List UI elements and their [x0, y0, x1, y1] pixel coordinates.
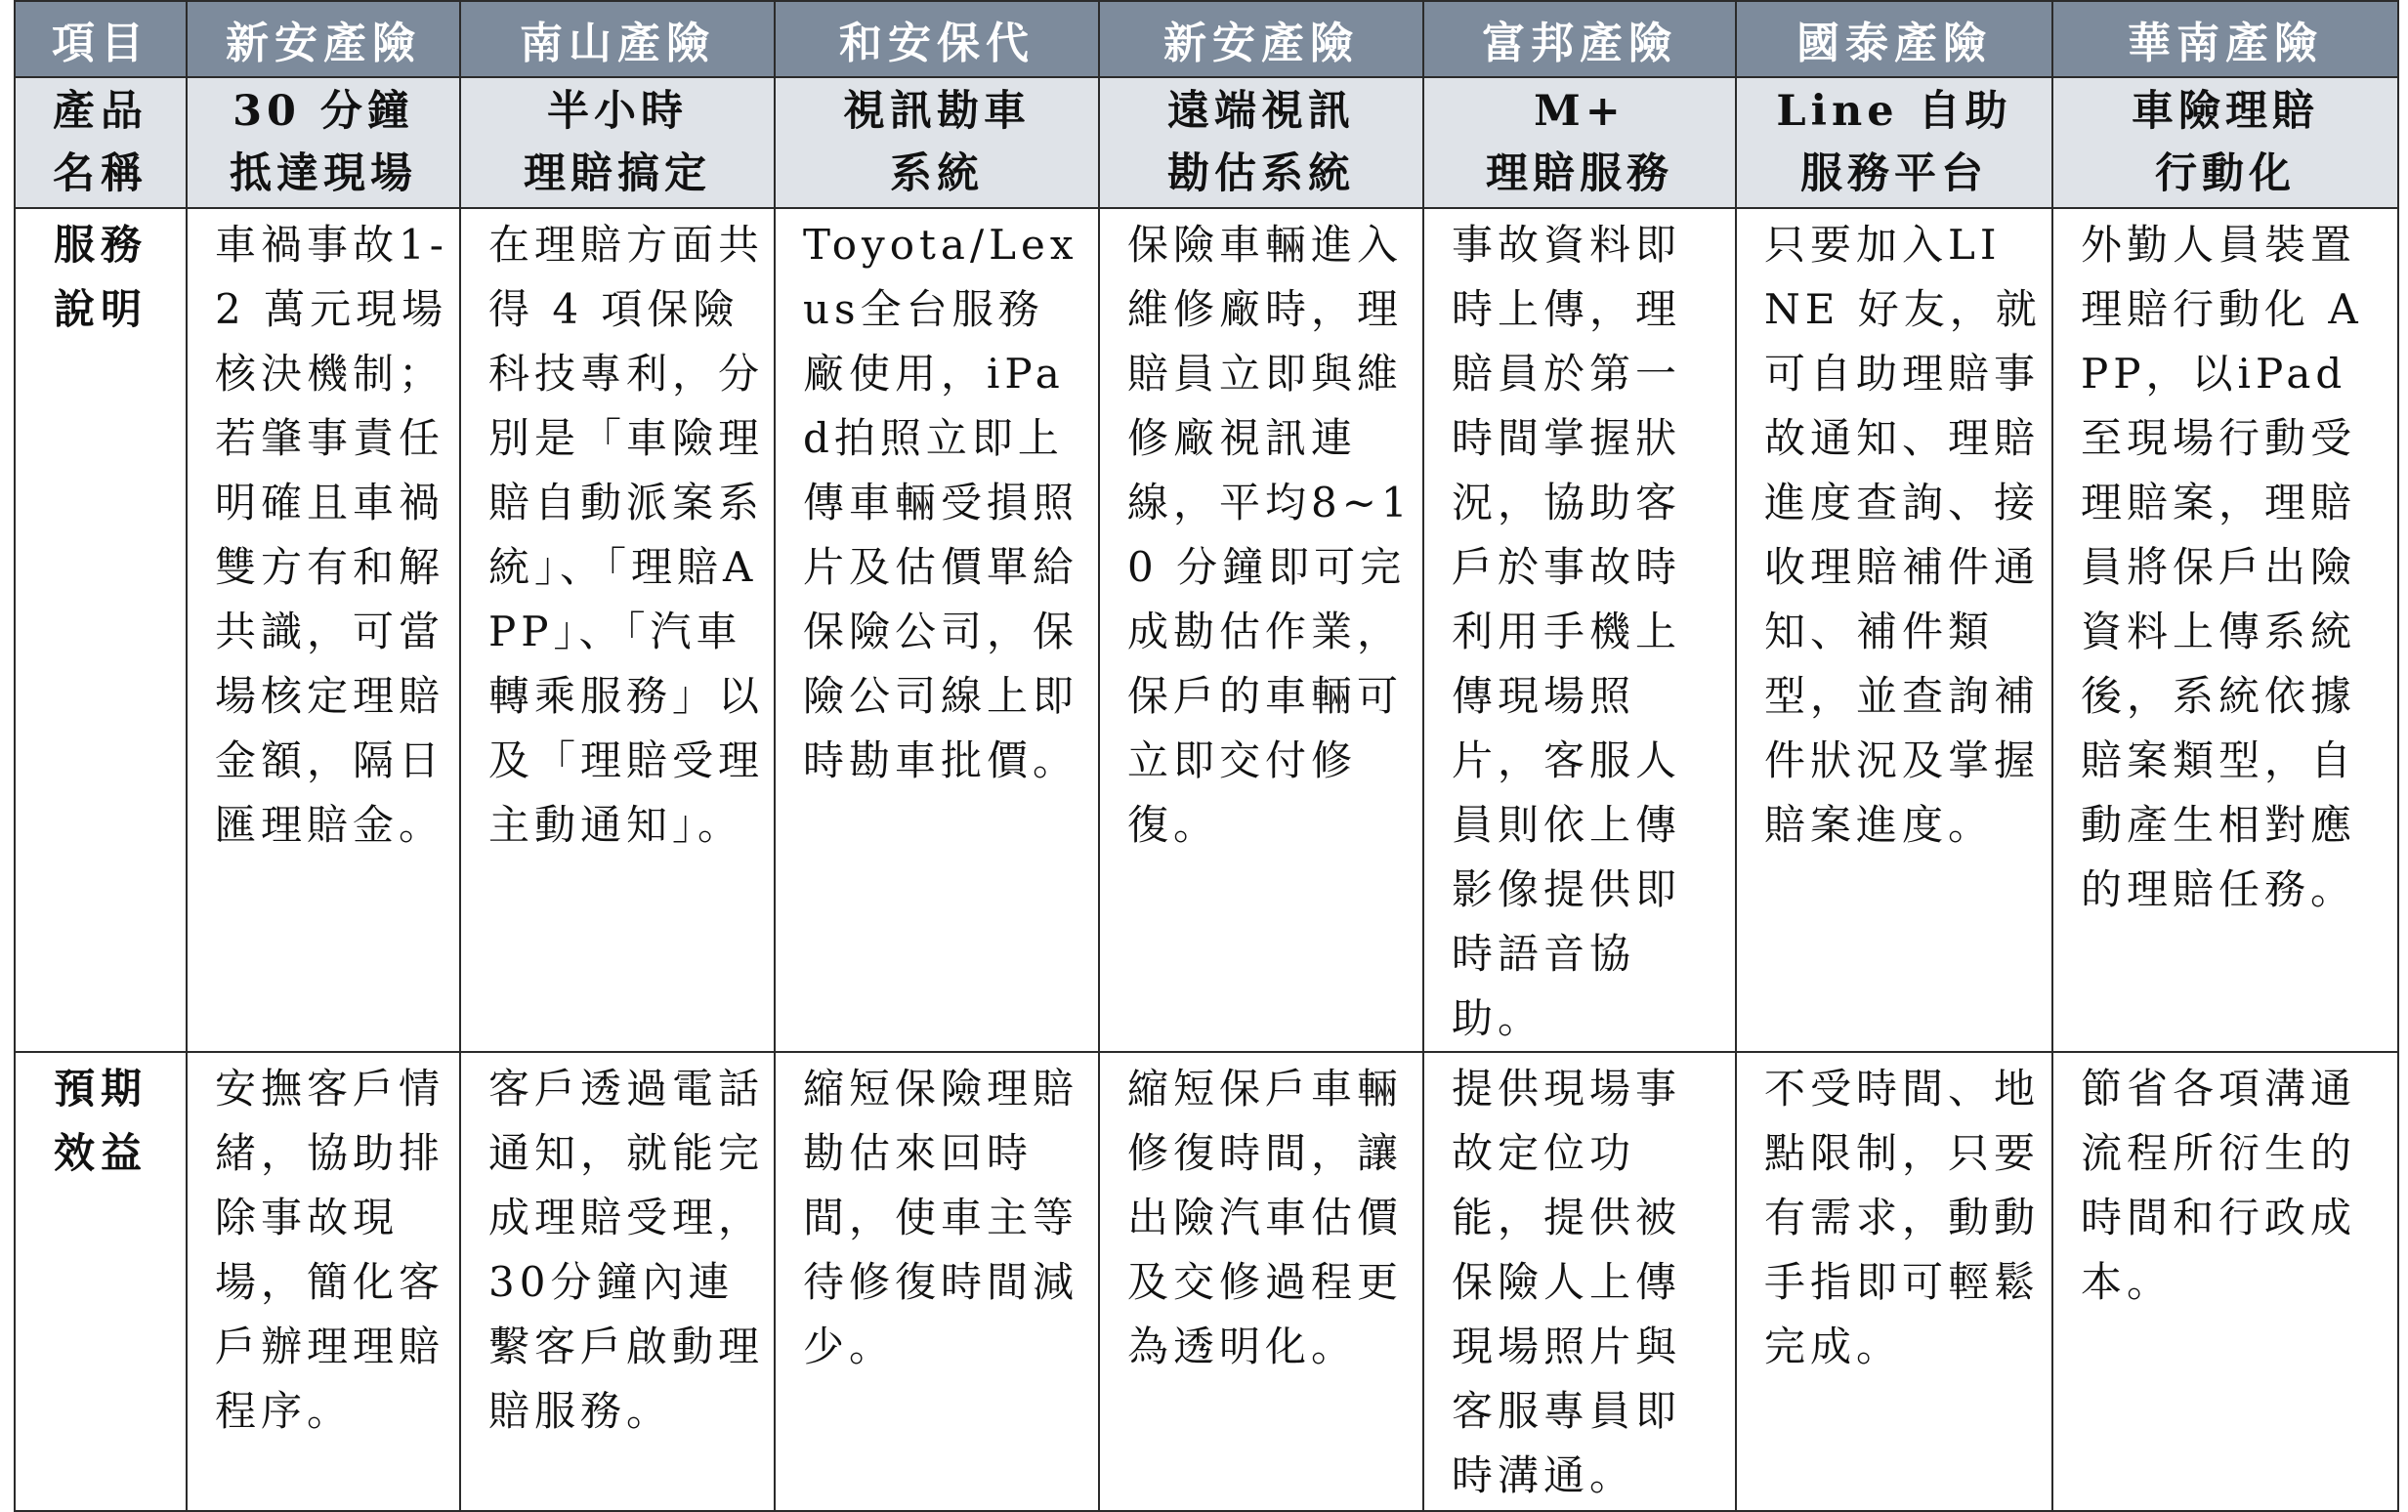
product-name-line: 車險理賠 [2132, 87, 2319, 136]
header-company-cell: 富邦產險 [1423, 1, 1736, 77]
service-description-cell: 車禍事故1-2 萬元現場核決機制；若肇事責任明確且車禍雙方有和解共識，可當場核定理賠金額，隔日匯理賠金。 [187, 208, 460, 1052]
expected-benefit-row [15, 1052, 2398, 1511]
service-description-row [15, 208, 2398, 1052]
expected-benefit-cell: 安撫客戶情緒，協助排除事故現場，簡化客戶辦理理賠程序。 [187, 1052, 460, 1511]
expected-benefit-cell: 縮短保戶車輛修復時間，讓出險汽車估價及交修過程更為透明化。 [1099, 1052, 1423, 1511]
row-label-line: 預期 [53, 1065, 148, 1113]
expected-benefit-cell: 不受時間、地點限制，只要有需求，動動手指即可輕鬆完成。 [1736, 1052, 2052, 1511]
service-description-cell: 在理賠方面共得 4 項保險科技專利，分別是「車險理賠自動派案系統」、「理賠APP」、「汽車轉乘服務」以及「理賠受理主動通知」。 [460, 208, 775, 1052]
product-name-line: 遠端視訊 [1167, 87, 1355, 136]
row-label-line: 效益 [53, 1129, 148, 1177]
row-label-line: 服務 [53, 221, 148, 269]
header-company-cell: 和安保代 [775, 1, 1099, 77]
row-label-line: 產品 [53, 87, 148, 136]
product-name-line: 行動化 [2155, 149, 2296, 198]
product-name-cell [1736, 77, 2052, 208]
product-name-line: 視訊勘車 [843, 87, 1031, 136]
product-name-line: M+ [1534, 87, 1626, 136]
product-name-line: 勘估系統 [1167, 149, 1355, 198]
product-name-cell [1423, 77, 1736, 208]
header-company-cell: 華南產險 [2052, 1, 2398, 77]
header-row [15, 1, 2398, 77]
row-label-line: 名稱 [53, 149, 148, 198]
row-label-line: 說明 [53, 285, 148, 333]
service-description-cell: 外勤人員裝置理賠行動化 APP，以iPad 至現場行動受理賠案，理賠員將保戶出險資料上傳系統後，系統依據賠案類型，自動產生相對應的理賠任務。 [2052, 208, 2398, 1052]
product-name-cell [2052, 77, 2398, 208]
product-name-cell [460, 77, 775, 208]
product-name-cell [775, 77, 1099, 208]
expected-benefit-cell: 客戶透過電話通知，就能完成理賠受理，30分鐘內連繫客戶啟動理賠服務。 [460, 1052, 775, 1511]
product-name-line: 30 分鐘 [232, 87, 414, 136]
product-name-line: 系統 [890, 149, 984, 198]
product-name-line: Line 自助 [1776, 87, 2012, 136]
product-name-cell [187, 77, 460, 208]
header-item-cell: 項目 [15, 1, 187, 77]
header-company-cell: 國泰產險 [1736, 1, 2052, 77]
product-name-line: 抵達現場 [230, 149, 417, 198]
service-description-cell: 保險車輛進入維修廠時，理賠員立即與維修廠視訊連線，平均8~10 分鐘即可完成勘估作業，保戶的車輛可立即交付修復。 [1099, 208, 1423, 1052]
header-company-cell: 南山產險 [460, 1, 775, 77]
product-name-line: 半小時 [547, 87, 688, 136]
expected-benefit-cell: 提供現場事故定位功能，提供被保險人上傳現場照片與客服專員即時溝通。 [1423, 1052, 1736, 1511]
insurance-claims-comparison-table [14, 0, 2399, 1512]
service-description-cell: 事故資料即時上傳，理賠員於第一時間掌握狀況，協助客戶於事故時利用手機上傳現場照片，客服人員則依上傳影像提供即時語音協助。 [1423, 208, 1736, 1052]
product-name-line: 服務平台 [1800, 149, 1988, 198]
row-label-product-name [15, 77, 187, 208]
row-label-expected-benefit [15, 1052, 187, 1511]
comparison-sheet [14, 0, 2399, 1512]
product-name-line: 理賠搞定 [524, 149, 711, 198]
header-company-cell: 新安產險 [187, 1, 460, 77]
product-name-row [15, 77, 2398, 208]
product-name-cell [1099, 77, 1423, 208]
header-company-cell: 新安產險 [1099, 1, 1423, 77]
product-name-line: 理賠服務 [1486, 149, 1673, 198]
row-label-service-description [15, 208, 187, 1052]
service-description-cell: 只要加入LINE 好友，就可自助理賠事故通知、理賠進度查詢、接收理賠補件通知、補件類型，並查詢補件狀況及掌握賠案進度。 [1736, 208, 2052, 1052]
expected-benefit-cell: 節省各項溝通流程所衍生的時間和行政成本。 [2052, 1052, 2398, 1511]
service-description-cell: Toyota/Lexus全台服務廠使用，iPad拍照立即上傳車輛受損照片及估價單給保險公司，保險公司線上即時勘車批價。 [775, 208, 1099, 1052]
expected-benefit-cell: 縮短保險理賠勘估來回時間，使車主等待修復時間減少。 [775, 1052, 1099, 1511]
